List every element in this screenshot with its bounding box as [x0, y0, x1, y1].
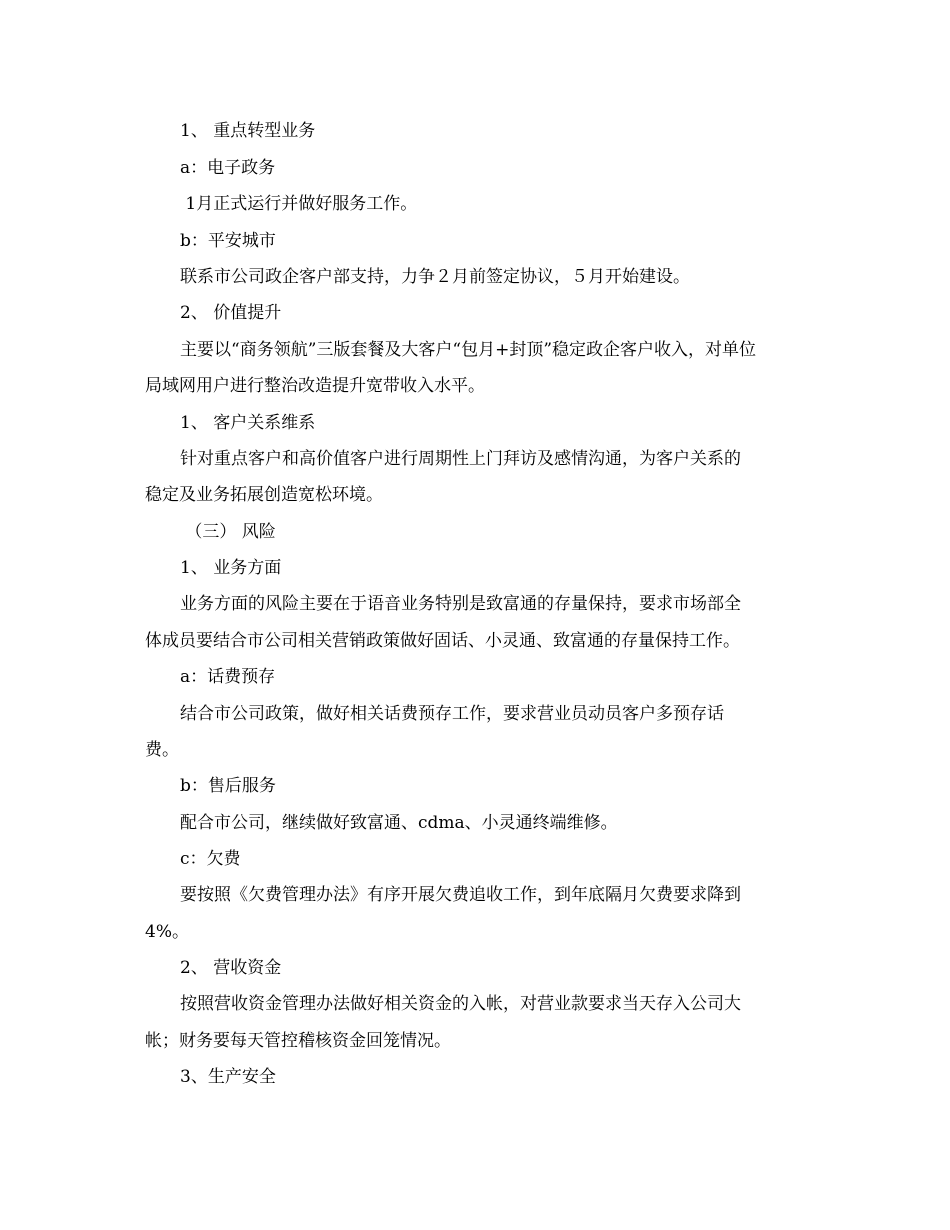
paragraph-revenue-funds-line1: 按照营收资金管理办法做好相关资金的入帐，对营业款要求当天存入公司大 [180, 994, 741, 1014]
section-heading-risk: （三） 风险 [180, 522, 276, 542]
paragraph-prepaid-fees-line2: 费。 [145, 740, 179, 760]
paragraph-safe-city: 联系市公司政企客户部支持，力争２月前签定协议，５月开始建设。 [180, 267, 690, 287]
paragraph-arrears-line2: 4%。 [145, 922, 189, 942]
paragraph-business-risk-line2: 体成员要结合市公司相关营销政策做好固话、小灵通、致富通的存量保持工作。 [145, 631, 740, 651]
paragraph-value-upgrade-line1: 主要以“商务领航”三版套餐及大客户“包月+封顶”稳定政企客户收入，对单位 [180, 340, 757, 360]
heading-business-aspect: 1、 业务方面 [180, 558, 282, 578]
subheading-e-government: a：电子政务 [180, 158, 276, 178]
paragraph-revenue-funds-line2: 帐；财务要每天管控稽核资金回笼情况。 [145, 1031, 451, 1051]
subheading-safe-city: b：平安城市 [180, 231, 276, 251]
paragraph-value-upgrade-line2: 局域网用户进行整治改造提升宽带收入水平。 [145, 376, 485, 396]
paragraph-customer-relations-line2: 稳定及业务拓展创造宽松环境。 [145, 485, 383, 505]
heading-production-safety: 3、生产安全 [180, 1067, 276, 1087]
heading-value-upgrade: 2、 价值提升 [180, 303, 282, 323]
paragraph-arrears-line1: 要按照《欠费管理办法》有序开展欠费追收工作，到年底隔月欠费要求降到 [180, 885, 741, 905]
paragraph-business-risk-line1: 业务方面的风险主要在于语音业务特别是致富通的存量保持，要求市场部全 [180, 594, 741, 614]
subheading-arrears: c：欠费 [180, 849, 241, 869]
subheading-prepaid-fees: a：话费预存 [180, 667, 276, 687]
paragraph-customer-relations-line1: 针对重点客户和高价值客户进行周期性上门拜访及感情沟通，为客户关系的 [180, 449, 741, 469]
heading-customer-relations: 1、 客户关系维系 [180, 413, 316, 433]
heading-revenue-funds: 2、 营收资金 [180, 958, 282, 978]
paragraph-prepaid-fees-line1: 结合市公司政策，做好相关话费预存工作，要求营业员动员客户多预存话 [180, 704, 724, 724]
heading-key-transformation: 1、 重点转型业务 [180, 121, 316, 141]
paragraph-e-government: 1月正式运行并做好服务工作。 [180, 194, 418, 214]
paragraph-after-sales: 配合市公司，继续做好致富通、cdma、小灵通终端维修。 [180, 813, 618, 833]
subheading-after-sales: b：售后服务 [180, 776, 276, 796]
